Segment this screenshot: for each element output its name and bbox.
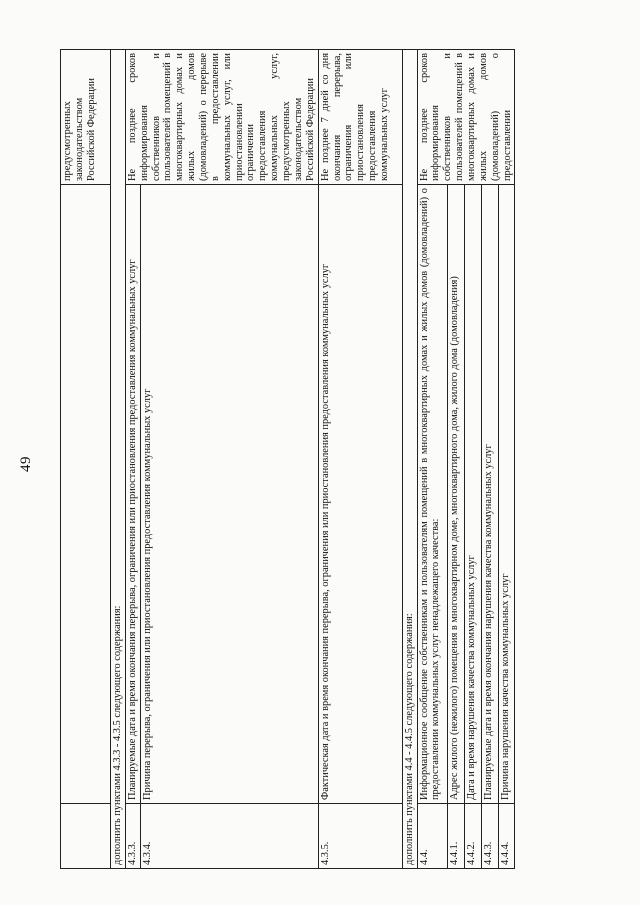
section-note-row xyxy=(402,50,417,869)
row-text: Фактическая дата и время окончания перерыва, ограничения или приостановления предоставления коммунальных услуг xyxy=(318,185,402,804)
row-text: Причина нарушения качества коммунальных услуг xyxy=(498,185,515,804)
deadline-cell: предусмотренных законодательством Российской Федерации xyxy=(61,50,111,185)
row-deadline: Не позднее 7 дней со дня окончания перерыва, ограничения или приостановления предоставления коммунальных услуг xyxy=(318,50,402,185)
row-text: Причина перерыва, ограничения или приостановления предоставления коммунальных услуг xyxy=(140,185,318,804)
number-cell xyxy=(61,804,111,869)
section-note-row xyxy=(111,50,126,869)
table-row xyxy=(417,50,447,869)
row-number: 4.4. xyxy=(417,804,447,869)
row-number: 4.4.4. xyxy=(498,804,515,869)
row-number: 4.4.2. xyxy=(464,804,481,869)
row-text: Планируемые дата и время окончания перерыва, ограничения или приостановления предоставления коммунальных услуг xyxy=(125,185,140,804)
table-row xyxy=(318,50,402,869)
row-text: Информационное сообщение собственникам и пользователям помещений в многоквартирных домах и жилых домов (домовладений) о предоставлении коммунальных услуг ненадлежащего качества: xyxy=(417,185,447,804)
row-number: 4.4.3. xyxy=(481,804,498,869)
row-deadline: Не позднее сроков информирования собственников и пользователей помещений в многоквартирных домах и жилых домов (домовладений) о перерыве в предоставлении коммунальных услуг, или приостановлении ограничении предоставления коммунальных услуг, предусмотренных законодательством Российской Федерации xyxy=(125,50,318,185)
row-text: Адрес жилого (нежилого) помещения в многоквартирном доме, многоквартирного дома, жилого дома (домовладения) xyxy=(447,185,464,804)
description-cell xyxy=(61,185,111,804)
requirements-table xyxy=(60,49,515,869)
section-note: дополнить пунктами 4.4 - 4.4.5 следующего содержания: xyxy=(402,50,417,869)
row-number: 4.3.5. xyxy=(318,804,402,869)
row-text: Планируемые дата и время окончания нарушения качества коммунальных услуг xyxy=(481,185,498,804)
table-row xyxy=(125,50,140,869)
row-number: 4.3.3. xyxy=(125,804,140,869)
table-row xyxy=(61,50,111,869)
row-text: Дата и время нарушения качества коммунальных услуг xyxy=(464,185,481,804)
page-number: 49 xyxy=(18,456,34,472)
section-note: дополнить пунктами 4.3.3 - 4.3.5 следующего содержания: xyxy=(111,50,126,869)
row-number: 4.3.4. xyxy=(140,804,318,869)
row-number: 4.4.1. xyxy=(447,804,464,869)
row-deadline: Не позднее сроков информирования собственников и пользователей помещений в многоквартирных домах и жилых домов (домовладений) о предоставлении xyxy=(417,50,515,185)
